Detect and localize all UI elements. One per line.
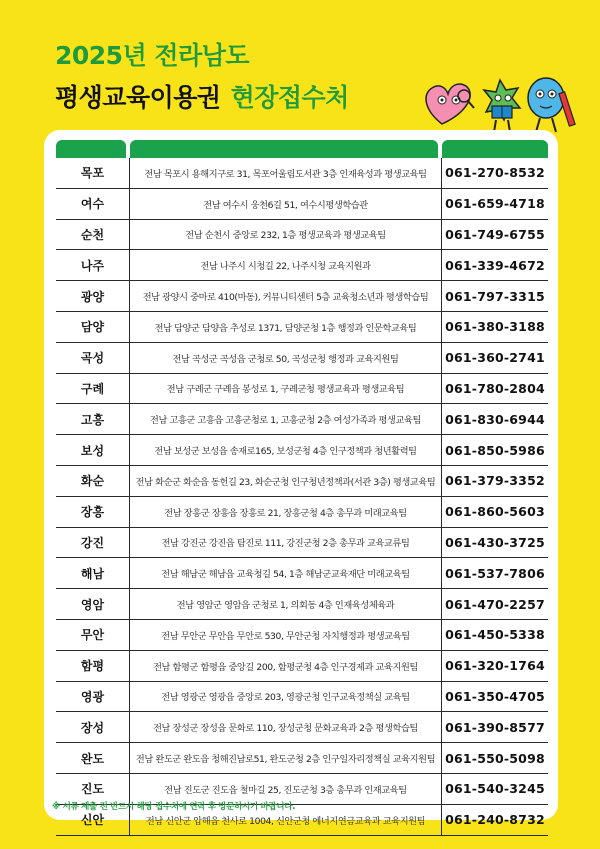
region-name: 영광 bbox=[56, 682, 130, 712]
office-phone: 061-450-5338 bbox=[445, 627, 545, 643]
table-row bbox=[56, 528, 548, 559]
heart-mascot-icon bbox=[426, 84, 474, 124]
office-phone: 061-749-6755 bbox=[445, 226, 545, 242]
office-address: 전남 나주시 시청길 22, 나주시청 교육지원과 bbox=[130, 250, 442, 280]
office-phone: 061-550-5098 bbox=[445, 750, 545, 766]
region-name: 곡성 bbox=[56, 343, 130, 373]
table-row bbox=[56, 497, 548, 528]
star-mascot-icon bbox=[484, 80, 520, 132]
table-row bbox=[56, 620, 548, 651]
office-address: 전남 보성군 보성읍 송재로165, 보성군청 4층 인구정책과 청년활력팀 bbox=[130, 435, 442, 465]
office-phone: 061-537-7806 bbox=[445, 565, 545, 581]
office-phone: 061-797-3315 bbox=[445, 288, 545, 304]
office-phone: 061-850-5986 bbox=[445, 442, 545, 458]
region-name: 담양 bbox=[56, 312, 130, 342]
table-row bbox=[56, 712, 548, 743]
table-row bbox=[56, 158, 548, 189]
region-name: 장성 bbox=[56, 712, 130, 742]
office-address: 전남 곡성군 곡성읍 군청로 50, 곡성군청 행정과 교육지원팀 bbox=[130, 343, 442, 373]
region-name: 고흥 bbox=[56, 404, 130, 434]
office-address: 전남 목포시 용해지구로 31, 목포어울림도서관 3층 인재육성과 평생교육팀 bbox=[130, 158, 442, 188]
region-name: 해남 bbox=[56, 558, 130, 588]
office-address: 전남 해남군 해남읍 교육청길 54, 1층 해남군교육재단 미래교육팀 bbox=[130, 558, 442, 588]
table-row bbox=[56, 466, 548, 497]
table-row bbox=[56, 435, 548, 466]
office-phone: 061-470-2257 bbox=[445, 596, 545, 612]
office-address: 전남 진도군 진도읍 철마길 25, 진도군청 3층 총무과 인재교육팀 bbox=[130, 774, 442, 804]
office-list-card bbox=[44, 130, 558, 828]
table-row bbox=[56, 743, 548, 774]
office-address: 전남 화순군 화순읍 동헌길 23, 화순군청 인구청년정책과(서관 3층) 평생교육팀 bbox=[130, 466, 442, 496]
region-name: 강진 bbox=[56, 528, 130, 558]
office-phone: 061-540-3245 bbox=[445, 781, 545, 797]
header-phone bbox=[442, 140, 548, 158]
region-name: 보성 bbox=[56, 435, 130, 465]
office-phone: 061-830-6944 bbox=[445, 411, 545, 427]
office-address: 전남 함평군 함평읍 중앙길 200, 함평군청 4층 인구경제과 교육지원팀 bbox=[130, 651, 442, 681]
office-address: 전남 장성군 장성읍 문화로 110, 장성군청 문화교육과 2층 평생학습팀 bbox=[130, 712, 442, 742]
mascot-illustration bbox=[420, 66, 580, 138]
office-table bbox=[56, 158, 548, 836]
region-name: 화순 bbox=[56, 466, 130, 496]
table-row bbox=[56, 312, 548, 343]
office-address: 전남 영암군 영암읍 군청로 1, 의회동 4층 인재육성체육과 bbox=[130, 589, 442, 619]
office-phone: 061-350-4705 bbox=[445, 688, 545, 704]
office-address: 전남 장흥군 장흥읍 장흥로 21, 장흥군청 4층 총무과 미래교육팀 bbox=[130, 497, 442, 527]
table-row bbox=[56, 682, 548, 713]
region-name: 나주 bbox=[56, 250, 130, 280]
office-address: 전남 담양군 담양읍 추성로 1371, 담양군청 1층 행정과 인문학교육팀 bbox=[130, 312, 442, 342]
region-name: 진도 bbox=[56, 774, 130, 804]
office-phone: 061-240-8732 bbox=[445, 812, 545, 828]
region-name: 여수 bbox=[56, 189, 130, 219]
office-phone: 061-390-8577 bbox=[445, 719, 545, 735]
office-phone: 061-360-2741 bbox=[445, 350, 545, 366]
header-region bbox=[56, 140, 126, 158]
header-address bbox=[130, 140, 438, 158]
region-name: 함평 bbox=[56, 651, 130, 681]
office-address: 전남 신안군 압해읍 천사로 1004, 신안군청 에너지연금교육과 교육지원팀 bbox=[130, 805, 442, 835]
office-phone: 061-339-4672 bbox=[445, 257, 545, 273]
title-line-1: 2025년 전라남도 bbox=[55, 41, 250, 70]
office-phone: 061-659-4718 bbox=[445, 196, 545, 212]
footer-note: ※ 서류 제출 전 반드시 해당 접수처에 연락 후 방문하시기 바랍니다. bbox=[52, 802, 296, 812]
table-row bbox=[56, 404, 548, 435]
blue-mascot-icon bbox=[528, 78, 575, 132]
table-row bbox=[56, 220, 548, 251]
office-address: 전남 고흥군 고흥읍 고흥군청로 1, 고흥군청 2층 여성가족과 평생교육팀 bbox=[130, 404, 442, 434]
office-address: 전남 구례군 구례읍 봉성로 1, 구례군청 평생교육과 평생교육팀 bbox=[130, 374, 442, 404]
region-name: 신안 bbox=[56, 805, 130, 835]
title-accent: 현장접수처 bbox=[230, 83, 349, 112]
region-name: 영암 bbox=[56, 589, 130, 619]
office-address: 전남 광양시 중마로 410(마동), 커뮤니티센터 5층 교육청소년과 평생학습팀 bbox=[130, 281, 442, 311]
office-address: 전남 강진군 강진읍 탐진로 111, 강진군청 2층 총무과 교육교류팀 bbox=[130, 528, 442, 558]
office-address: 전남 완도군 완도읍 청해진남로51, 완도군청 2층 인구일자리정책실 교육지원팀 bbox=[130, 743, 442, 773]
table-row bbox=[56, 558, 548, 589]
office-phone: 061-320-1764 bbox=[445, 658, 545, 674]
table-row bbox=[56, 250, 548, 281]
region-name: 광양 bbox=[56, 281, 130, 311]
office-phone: 061-780-2804 bbox=[445, 380, 545, 396]
region-name: 순천 bbox=[56, 220, 130, 250]
office-address: 전남 영광군 영광읍 중앙로 203, 영광군청 인구교육정책실 교육팀 bbox=[130, 682, 442, 712]
region-name: 구례 bbox=[56, 374, 130, 404]
office-phone: 061-270-8532 bbox=[445, 165, 545, 181]
office-phone: 061-860-5603 bbox=[445, 504, 545, 520]
table-row bbox=[56, 281, 548, 312]
office-address: 전남 무안군 무안읍 무안로 530, 무안군청 자치행정과 평생교육팀 bbox=[130, 620, 442, 650]
title-main: 평생교육이용권 bbox=[55, 83, 221, 112]
table-row bbox=[56, 374, 548, 405]
region-name: 무안 bbox=[56, 620, 130, 650]
office-phone: 061-380-3188 bbox=[445, 319, 545, 335]
table-row bbox=[56, 589, 548, 620]
region-name: 장흥 bbox=[56, 497, 130, 527]
office-address: 전남 순천시 중앙로 232, 1층 평생교육과 평생교육팀 bbox=[130, 220, 442, 250]
table-row bbox=[56, 343, 548, 374]
region-name: 목포 bbox=[56, 158, 130, 188]
title-line-2 bbox=[55, 78, 349, 114]
region-name: 완도 bbox=[56, 743, 130, 773]
table-row bbox=[56, 189, 548, 220]
office-phone: 061-430-3725 bbox=[445, 534, 545, 550]
table-row bbox=[56, 651, 548, 682]
office-address: 전남 여수시 웅천6길 51, 여수시평생학습관 bbox=[130, 189, 442, 219]
table-header bbox=[56, 140, 548, 158]
office-phone: 061-379-3352 bbox=[445, 473, 545, 489]
